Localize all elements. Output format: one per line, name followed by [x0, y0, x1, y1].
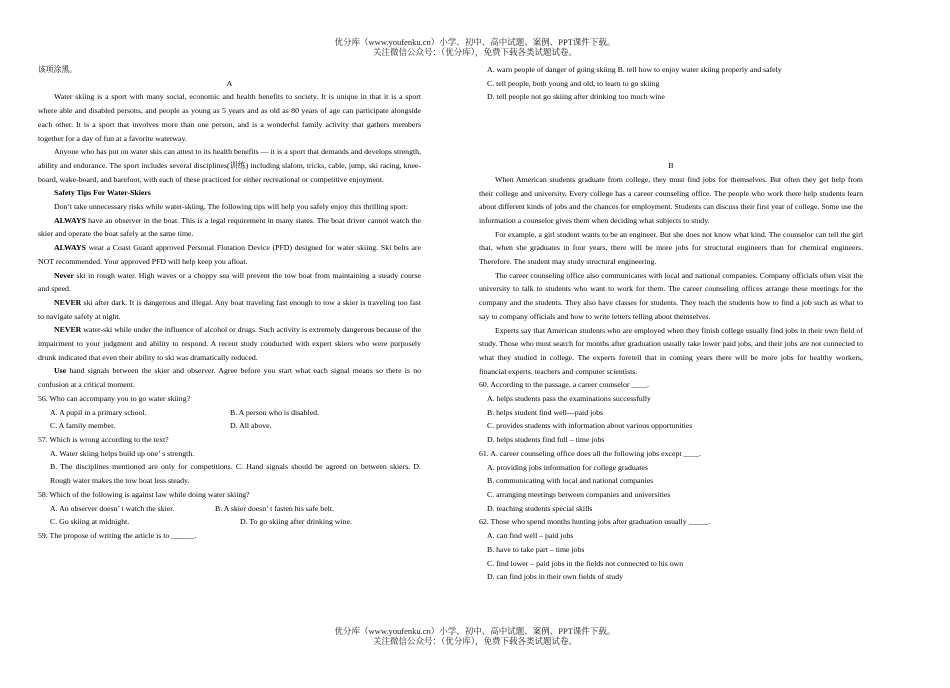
option-61b: B. communicating with local and national companies — [487, 476, 654, 486]
question-60: 60. According to the passage, a career counselor ____. — [479, 380, 649, 390]
option-62c: C. find lower – paid jobs in the fields not connected to his own — [487, 558, 684, 568]
question-56-options-row-2 — [38, 419, 421, 433]
question-58-options-row-2 — [38, 515, 421, 529]
safety-tips-title: Safety Tips For Water-Skiers — [54, 188, 151, 198]
tip-2: ALWAYS wear a Coast Guard approved Personal Flotation Device (PFD) designed for water skiing. Ski belts are NOT recommended. Your approved PFD will help keep you afloat. — [38, 243, 421, 266]
page-footer — [0, 626, 950, 646]
passage-a-label: A — [226, 78, 233, 88]
passage-b-paragraph-1: When American students graduate from college, they must find jobs for themselves. But often they get help from their college and university, Every college has a career counseling office. The people who work there help students learn about different kinds of jobs and the chances for employment. Students can discuss their first year of college. Some use the information a counselor gives them when deciding what subjects to study. — [479, 174, 863, 225]
left-column — [38, 63, 421, 543]
option-56c: C. A family member. — [50, 421, 116, 431]
page-header — [0, 37, 950, 57]
question-58-options-row-1 — [38, 502, 421, 516]
option-57a: A. Water skiing helps build up one’ s strength. — [50, 448, 195, 458]
option-56a: A. A pupil in a primary school. — [50, 407, 147, 417]
tip-3: Never ski in rough water. High waves or a choppy sea will prevent the tow boat from maintaining a steady course and speed. — [38, 270, 421, 294]
passage-a-paragraph-2: Anyone who has put on water skis can attest to its health benefits — it is a sport that demands and develops strength, ability and endurance. The sport includes several disciplines(训练) including slalom, tricks, cable, jump, ski racing, knee-board, wake-board, and barefoot, with each of these practiced for either recreational or competitive enjoyment. — [38, 147, 421, 184]
option-57bcd: B. The disciplines mentioned are only for competitions. C. Hand signals should be agreed on between skiers. D. Rough water makes the tow boat less steady. — [50, 462, 421, 486]
option-61d: D. teaching students special skills — [487, 503, 593, 513]
passage-b-paragraph-2: For example, a girl student wants to be an engineer. But she does not know what kind. The counselor can tell the girl that, when she graduates in four years, there will be more jobs for structural engineers than for chemical engineers. Therefore. The student may study structural engineering. — [479, 229, 863, 267]
question-62: 62. Those who spend months hunting jobs after graduation usually _____. — [479, 517, 711, 527]
footer-line-2: 关注微信公众号：（优分库），免费下载各类试题试卷。 — [372, 636, 577, 646]
option-56d: D. All above. — [230, 421, 272, 431]
option-62d: D. can find jobs in their own fields of study — [487, 572, 623, 582]
intro-text: 该项涂黑。 — [38, 65, 77, 74]
question-56-options-row-1 — [38, 406, 421, 420]
tip-4: NEVER ski after dark. It is dangerous and illegal. Any boat traveling fast enough to tow a skier is traveling too fast to navigate safely at night. — [38, 297, 421, 321]
option-59ab: A. warn people of danger of going skiing B. tell how to enjoy water skiing properly and safely — [487, 65, 782, 74]
option-60c: C. provides students with information about various opportunities — [487, 421, 693, 431]
footer-line-1: 优分库（www.youfenku.cn）小学、初中、高中试题、案例、PPT课件下载。 — [334, 626, 616, 636]
option-61a: A. providing jobs information for college graduates — [487, 462, 648, 472]
option-62b: B. have to take part – time jobs — [487, 544, 585, 554]
right-column — [479, 63, 863, 584]
question-61: 61. A. career counseling office does all the following jobs except ____. — [479, 448, 702, 458]
option-56b: B. A person who is disabled. — [230, 407, 320, 417]
header-line-1: 优分库（www.youfenku.cn）小学、初中、高中试题、案例、PPT课件下载。 — [334, 37, 616, 47]
option-58d: D. To go skiing after drinking wine. — [240, 517, 352, 527]
question-58: 58. Which of the following is against law while doing water skiing? — [38, 489, 250, 499]
tip-5: NEVER water-ski while under the influence of alcohol or drugs. Such activity is extremely dangerous because of the impairment to your judgment and ability to respond. A recent study conducted with expert skiers who were purposely drunk indicated that even their ability to ski was dramatically reduced. — [38, 325, 421, 362]
option-62a: A. can find well – paid jobs — [487, 531, 574, 541]
header-line-2: 关注微信公众号：（优分库），免费下载各类试题试卷。 — [372, 47, 577, 57]
option-59d: D. tell people not go skiing after drinking too much wine — [487, 92, 665, 102]
passage-b-paragraph-3: The career counseling office also communicates with local and national companies. Company officials often visit the university to talk to students who want to work for them. The career counseling offices arrange these meetings for the company and the students. They also have classes for students. They teach the students how to find a job such as what to say to company officials and how to write letters telling about themselves. — [479, 270, 863, 321]
question-56: 56. Who can accompany you to go water skiing? — [38, 393, 191, 403]
option-60d: D. helps students find full – time jobs — [487, 435, 605, 445]
tip-1: ALWAYS have an observer in the boat. This is a legal requirement in many states. The boat driver cannot watch the skier and operate the boat safely at the same time. — [38, 215, 421, 239]
question-57: 57. Which is wrong according to the text? — [38, 434, 169, 444]
option-58a: A. An observer doesn’ t watch the skier. — [50, 503, 175, 513]
option-60a: A. helps students pass the examinations successfully — [487, 394, 651, 404]
option-58b: B. A skier doesn’ t fasten his safe belt. — [215, 503, 334, 513]
option-59c: C. tell people, both young and old, to learn to go skiing — [487, 78, 660, 88]
passage-b-label: B — [668, 161, 674, 171]
tip-6: Use hand signals between the skier and observer. Agree before you start what each signal means so there is no confusion at a critical moment. — [38, 366, 421, 390]
passage-b-paragraph-4: Experts say that American students who are employed when they finish college usually find jobs in their own field of study. Those who must search for months after graduation usually take lower paid jobs, and their jobs are not connected to what they studied in college. The experts foretell that in coming years there will be more jobs for healthy workers, financial experts. teachers and computer scientists. — [479, 325, 863, 376]
option-61c: C. arranging meetings between companies and universities — [487, 489, 671, 499]
question-59: 59. The propose of writing the article is to ______. — [38, 530, 197, 540]
passage-a-paragraph-1: Water skiing is a sport with many social, economic and health benefits to society. It is unique in that it is a sport where able and disabled persons, and people as young as 5 years and as old as 80 years of age can participate alongside each other. It is a sport that involves more than one person, and is a wonderful family activity that gathers members together for a day of fun at a favorite waterway. — [38, 92, 421, 143]
option-60b: B. helps student find well---paid jobs — [487, 407, 604, 417]
option-58c: C. Go skiing at midnight. — [50, 517, 130, 527]
passage-a-paragraph-3: Don’t take unnecessary risks while water-skiing. The following tips will help you safely enjoy this thrilling sport: — [54, 202, 409, 212]
